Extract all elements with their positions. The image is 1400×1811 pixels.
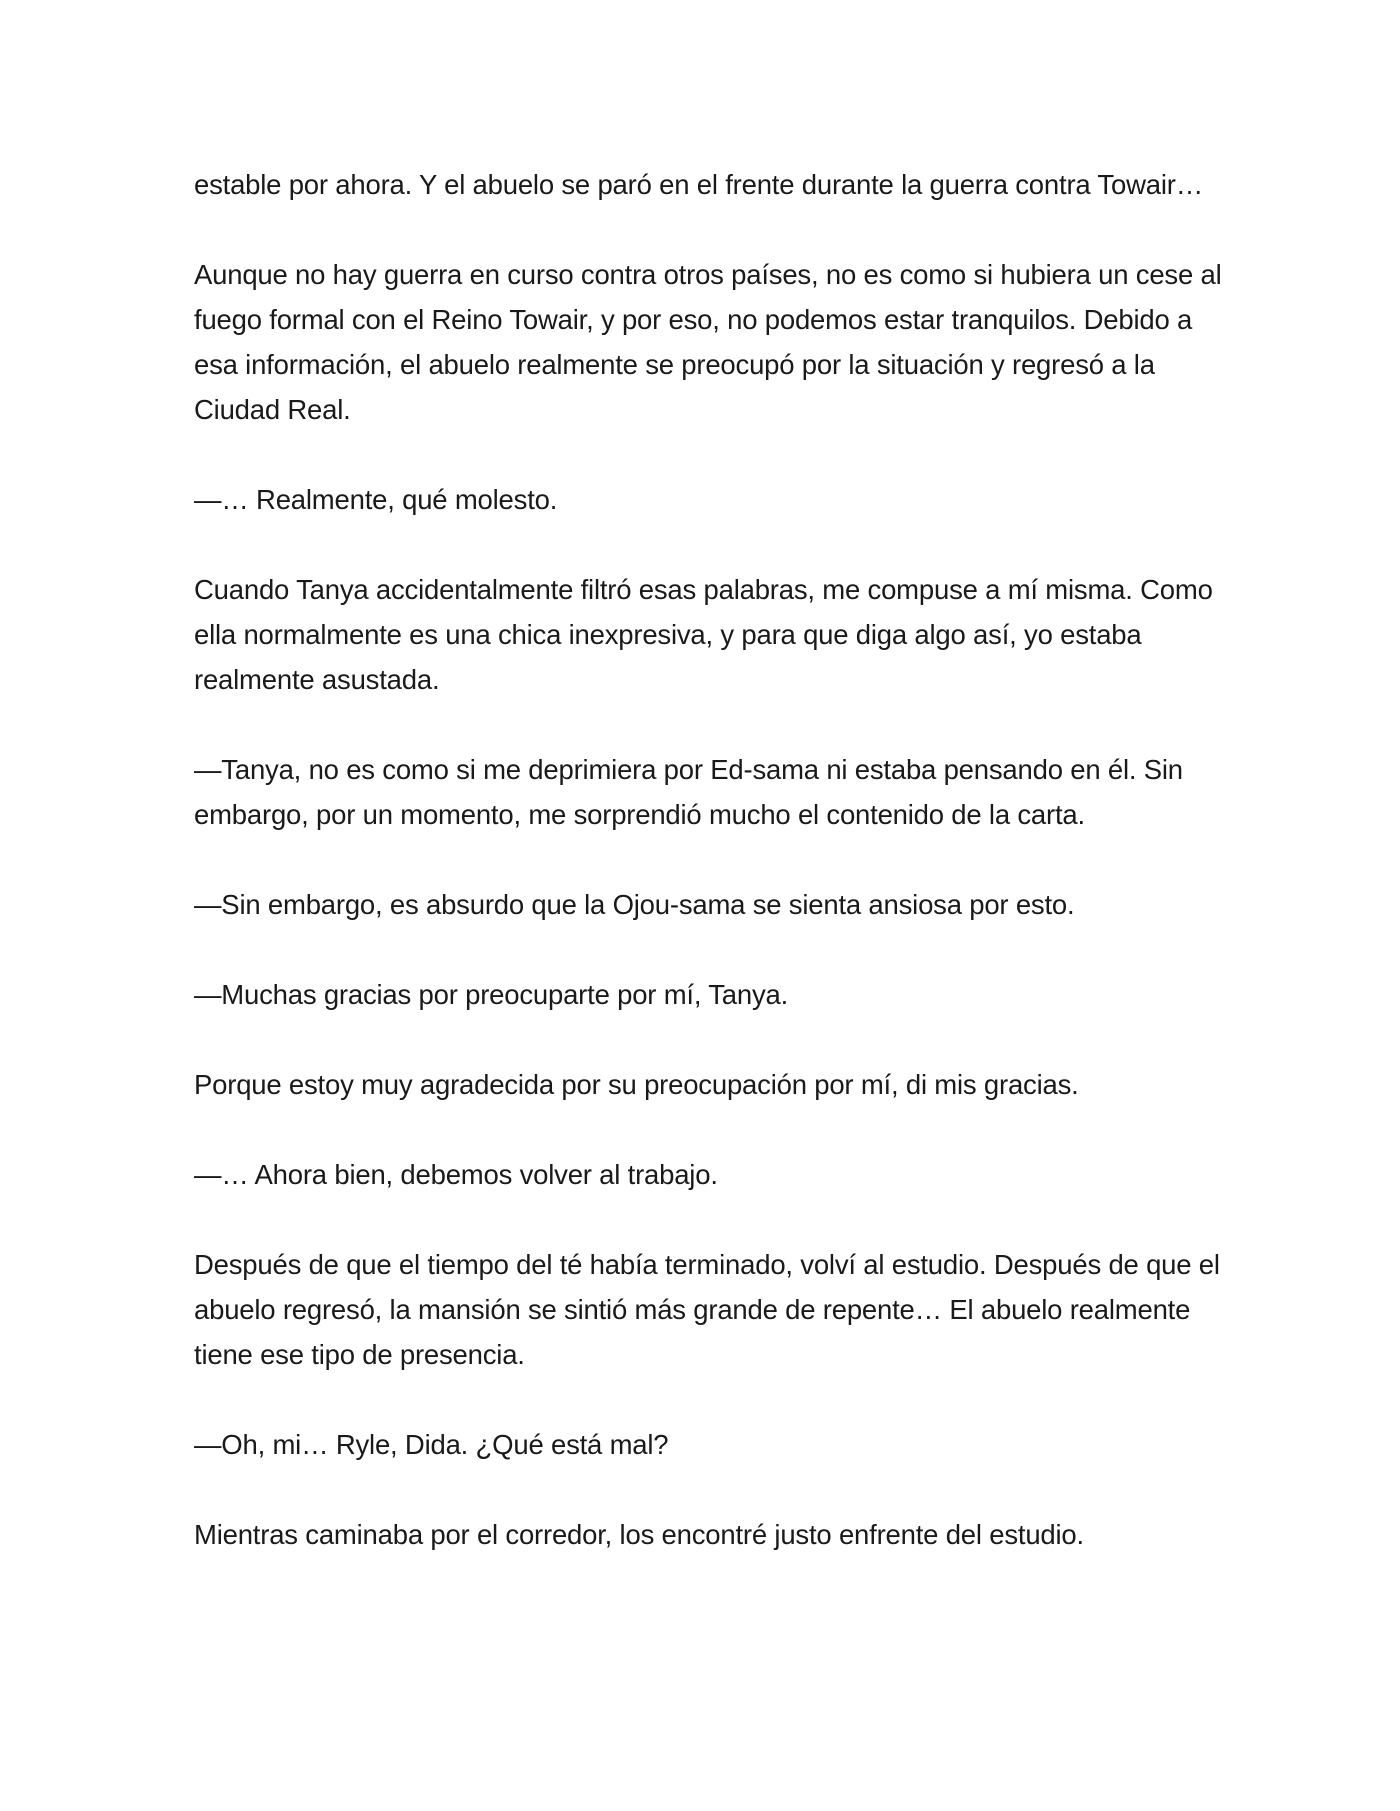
paragraph-5: —Tanya, no es como si me deprimiera por Ed-sama ni estaba pensando en él. Sin embargo, por un momento, me sorprendió mucho el contenido de la carta. [194, 754, 1183, 830]
paragraph-7: —Muchas gracias por preocuparte por mí, Tanya. [194, 979, 789, 1010]
document-body [194, 162, 1234, 1602]
paragraph-12: Mientras caminaba por el corredor, los encontré justo enfrente del estudio. [194, 1519, 1084, 1550]
paragraph-4: Cuando Tanya accidentalmente filtró esas palabras, me compuse a mí misma. Como ella normalmente es una chica inexpresiva, y para que diga algo así, yo estaba realmente asustada. [194, 574, 1213, 695]
paragraph-11: —Oh, mi… Ryle, Dida. ¿Qué está mal? [194, 1429, 669, 1460]
paragraph-6: —Sin embargo, es absurdo que la Ojou-sama se sienta ansiosa por esto. [194, 889, 1075, 920]
paragraph-10: Después de que el tiempo del té había terminado, volví al estudio. Después de que el abuelo regresó, la mansión se sintió más grande de repente… El abuelo realmente tiene ese tipo de presencia. [194, 1249, 1220, 1370]
paragraph-8: Porque estoy muy agradecida por su preocupación por mí, di mis gracias. [194, 1069, 1079, 1100]
paragraph-3: —… Realmente, qué molesto. [194, 484, 558, 515]
paragraph-2: Aunque no hay guerra en curso contra otros países, no es como si hubiera un cese al fuego formal con el Reino Towair, y por eso, no podemos estar tranquilos. Debido a esa información, el abuelo realmente se preocupó por la situación y regresó a la Ciudad Real. [194, 259, 1222, 425]
paragraph-9: —… Ahora bien, debemos volver al trabajo. [194, 1159, 718, 1190]
paragraph-1: estable por ahora. Y el abuelo se paró en el frente durante la guerra contra Towair… [194, 169, 1203, 200]
